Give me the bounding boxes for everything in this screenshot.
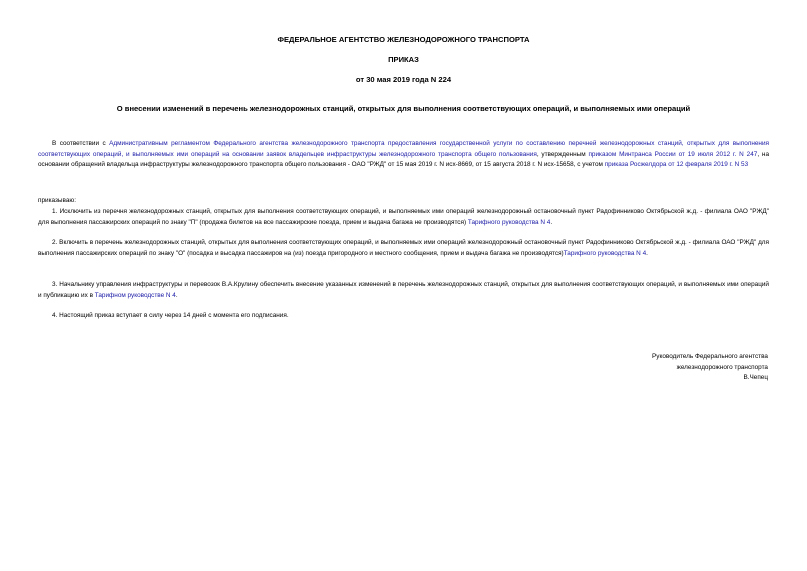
preamble-block (38, 139, 769, 171)
document-type: ПРИКАЗ (388, 55, 419, 64)
item-1-text: 1. Исключить из перечня железнодорожных станций, открытых для выполнения соответствующих операций, и выполняемых ими операций железнодорожный остановочный пункт Радофинниково Октябрьской ж.д. - филиала ОАО "РЖД" для выполнения пассажирских операций по знаку "П" (продажа билетов на все пассажирские поезда, прием и выдача багажа не производятся) (38, 208, 769, 226)
item-4 (38, 311, 769, 322)
preamble-text-2: , утвержденным (536, 150, 589, 158)
item-2-text: 2. Включить в перечень железнодорожных станций, открытых для выполнения соответствующих операций, и выполняемых ими операций железнодорожный остановочный пункт Радофинниково Октябрьской ж.д. - филиала ОАО "РЖД" для выполнения пассажирских операций по знаку "О" (посадка и высадка пассажиров на (из) поезда пригородного и местного сообщения, прием и выдача багажа не производятся) (38, 239, 769, 257)
item-2-end: . (646, 249, 648, 257)
preamble-text-1: В соответствии с (52, 140, 110, 147)
item-3 (38, 280, 769, 301)
regulation-link[interactable]: Административным регламентом Федерального агентства железнодорожного транспорта предоставления государственной услуги по составлению перечней железнодорожных станций, открытых для выполнения соответствующих операций, и выполняемых ими операций на основании заявок владельцев инфраструктуры железнодорожного транспорта общего пользования (38, 140, 769, 158)
document-date-number: от 30 мая 2019 года N 224 (355, 75, 452, 84)
signatory-title-line-2: железнодорожного транспорта (676, 363, 768, 371)
mintrans-order-link[interactable]: приказом Минтранса России от 19 июля 2012 г. N 247 (588, 150, 758, 158)
item-4-text: 4. Настоящий приказ вступает в силу через 14 дней с момента его подписания. (52, 312, 289, 319)
tariff-guide-link-3[interactable]: Тарифном руководстве N 4 (94, 291, 176, 299)
item-3-text: 3. Начальнику управления инфраструктуры и перевозок В.А.Крулину обеспечить внесение указанных изменений в перечень железнодорожных станций, открытых для выполнения соответствующих операций, и выполняемых ими операций и публикацию их в (38, 281, 769, 299)
signatory-name: В.Чепец (743, 374, 768, 382)
item-3-end: . (175, 291, 178, 299)
agency-heading: ФЕДЕРАЛЬНОЕ АГЕНТСТВО ЖЕЛЕЗНОДОРОЖНОГО ТРАНСПОРТА (277, 35, 530, 44)
item-1 (38, 207, 769, 228)
order-word: приказываю: (38, 197, 76, 204)
item-2 (38, 238, 769, 259)
tariff-guide-link-2[interactable]: Тарифного руководства N 4 (563, 249, 647, 257)
signature-block (460, 352, 768, 384)
document-title: О внесении изменений в перечень железнодорожных станций, открытых для выполнения соответствующих операций, и выполняемых ими операций (116, 104, 691, 113)
tariff-guide-link-1[interactable]: Тарифного руководства N 4 (467, 218, 551, 226)
signatory-title-line-1: Руководитель Федерального агентства (652, 353, 768, 360)
preamble-text-3: , на основании обращений владельца инфраструктуры железнодорожного транспорта общего пользования - ОАО "РЖД" от 15 мая 2019 г. N исх-8669, от 15 августа 2018 г. N исх-15658, с учетом (38, 150, 770, 169)
roszheldor-order-link[interactable]: приказа Росжелдора от 12 февраля 2019 г. N 53 (604, 161, 749, 169)
preamble-paragraph (38, 139, 769, 171)
item-1-end: . (550, 218, 553, 226)
